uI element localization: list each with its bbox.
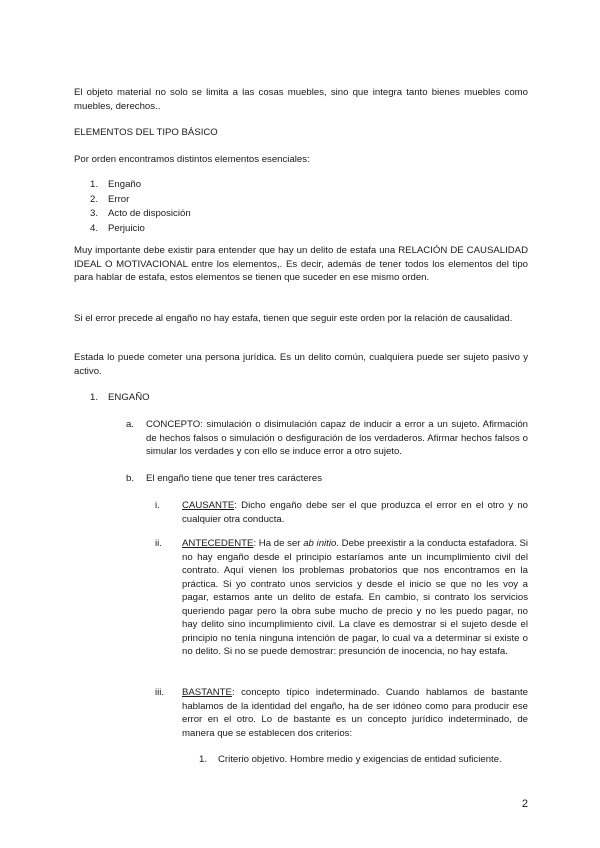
character-bastante: iii. BASTANTE: concepto típico indeterminado. Cuando hablamos de bastante hablamos de la identidad del engaño, ha de ser idóneo como para producir ese error en el otro. Lo de bastante es un concepto jurídico indeterminado, de manera que se establecen dos criterios: [155, 687, 528, 739]
legal-person-paragraph: Estada lo puede cometer una persona jurídica. Es un delito común, cualquiera puede ser sujeto pasivo y activo. [74, 352, 528, 377]
list-item: 1. Engaño [90, 179, 142, 190]
character-causante: i. CAUSANTE: Dicho engaño debe ser el que produzca el error en el otro y no cualquier otra conducta. [155, 500, 528, 525]
term-bastante: BASTANTE [182, 687, 232, 698]
term-antecedente: ANTECEDENTE [182, 538, 254, 549]
heading-basic-elements: ELEMENTOS DEL TIPO BÁSICO [74, 127, 218, 138]
causality-paragraph: Muy importante debe existir para entender que hay un delito de estafa una RELACIÓN DE CAUSALIDAD IDEAL O MOTIVACIONAL entre los elementos,. Es decir, además de tener todos los elementos del tipo para hablar de estafa, estos elementos se tienen que suceder en ese mismo orden. [74, 245, 528, 283]
list-item: 2. Error [90, 193, 130, 205]
list-item: 4. Perjuicio [90, 222, 145, 234]
criterion-objective: 1. Criterio objetivo. Hombre medio y exigencias de entidad suficiente. [199, 754, 502, 765]
error-order-paragraph: Si el error precede al engaño no hay estafa, tienen que seguir este orden por la relación de causalidad. [74, 313, 513, 324]
elements-list [90, 178, 191, 236]
section-heading-engano: 1. ENGAÑO [90, 392, 150, 403]
page-number: 2 [521, 798, 528, 810]
item-concept: a. CONCEPTO: simulación o disimulación capaz de inducir a error a un sujeto. Afirmación de hechos falsos o simulación o desfiguración de los verdaderos. Afirmar hechos falsos o simular los verdades y con ello se induce error a otro sujeto. [126, 419, 528, 457]
intro-paragraph: El objeto material no solo se limita a las cosas muebles, sino que integra tanto bienes muebles como muebles, derechos.. [74, 87, 528, 112]
character-antecedente: ii. ANTECEDENTE: Ha de ser ab initio. Debe preexistir a la conducta estafadora. Si no hay engaño desde el principio estaríamos ante un incumplimiento civil del contrato. Aquí vienen los problemas probatorios que nos encontramos en la práctica. Si yo contrato unos servicios y desde el inicio se que no les voy a pagar, estamos ante un delito de estafa. En cambio, si contrato los servicios queriendo pagar pero la obra sube mucho de precio y no les puedo pagar, no hay delito sino incumplimiento civil. La clave es demostrar si el sujeto desde el principio no tenía ninguna intención de pagar, lo cual va a determinar si existe o no delito. Si no se puede demostrar: presunción de inocencia, no hay estafa. [155, 538, 529, 657]
order-intro-text: Por orden encontramos distintos elementos esenciales: [74, 154, 310, 165]
item-characters: b. El engaño tiene que tener tres carácteres [126, 473, 322, 484]
list-item: 3. Acto de disposición [90, 208, 191, 219]
term-causante: CAUSANTE [182, 500, 235, 511]
